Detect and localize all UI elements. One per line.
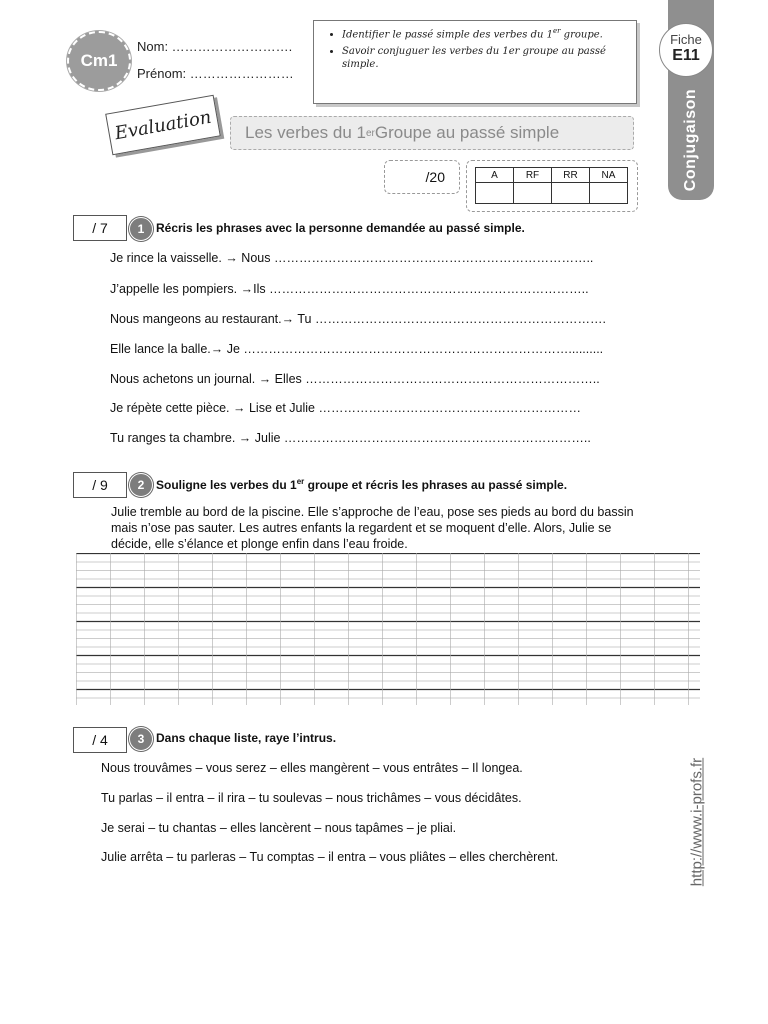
objectives-list	[314, 25, 636, 71]
exercise1-sentence: Tu ranges ta chambre. → Julie ………………………………………………………………..	[110, 431, 591, 445]
objective-item: • Identifier le passé simple des verbes du 1er groupe.	[342, 25, 626, 41]
exercise1-score: / 7	[73, 215, 127, 241]
exercise3-list: Nous trouvâmes – vous serez – elles mangèrent – vous entrâtes – Il longea.	[101, 761, 523, 775]
level-label: Cm1	[80, 51, 118, 70]
exercise1-sentence: Nous achetons un journal. → Elles ……………………………………………………………..	[110, 372, 600, 386]
grade-cell	[476, 183, 514, 204]
grade-header: RR	[552, 168, 590, 183]
evaluation-card	[105, 95, 221, 155]
subject-label: Conjugaison	[682, 88, 699, 192]
exercise1-sentence: J’appelle les pompiers. →Ils …………………………………………………………………..	[110, 282, 589, 296]
total-score: /20	[425, 169, 445, 185]
exercise1-instruction: Récris les phrases avec la personne demandée au passé simple.	[156, 221, 525, 235]
website-link[interactable]: http://www.i-profs.fr	[688, 757, 706, 887]
exercise3-score: / 4	[73, 727, 127, 753]
exercise1-sentence: Je rince la vaisselle. → Nous …………………………………………………………………..	[110, 251, 594, 265]
objective-item: • Savoir conjuguer les verbes du 1er groupe au passé simple.	[342, 45, 626, 71]
grade-cell	[590, 183, 628, 204]
exercise1-sentence: Je répète cette pièce. → Lise et Julie ………………………………………………………	[110, 401, 581, 415]
exercise3-list: Je serai – tu chantas – elles lancèrent – nous tapâmes – je pliai.	[101, 821, 457, 835]
level-badge	[67, 31, 131, 91]
exercise2-instruction: Souligne les verbes du 1er groupe et récris les phrases au passé simple.	[156, 477, 568, 492]
fiche-badge	[659, 23, 713, 77]
exercise2-text: Julie tremble au bord de la piscine. Elle s’approche de l’eau, pose ses pieds au bord du bassin mais n’ose pas sauter. Les autres enfants la regardent et se moquent d’elle. Alors, Julie se décide, elle s’élance et plonge enfin dans l’eau froide.	[111, 505, 634, 551]
grade-header: NA	[590, 168, 628, 183]
fiche-code: E11	[672, 47, 700, 64]
exercise2-number: 2	[129, 473, 153, 497]
grade-header: RF	[514, 168, 552, 183]
page-title: Les verbes du 1 er Groupe au passé simple	[230, 116, 634, 150]
writing-grid-lines	[76, 553, 700, 705]
writing-grid[interactable]	[76, 553, 700, 705]
exercise1-sentence: Elle lance la balle.→ Je ……………………………………………………………………..........	[110, 342, 604, 356]
grading-table	[475, 167, 628, 204]
exercise2-score: / 9	[73, 472, 127, 498]
exercise1-sentence: Nous mangeons au restaurant.→ Tu …………………………………………………………….	[110, 312, 606, 326]
grade-header: A	[476, 168, 514, 183]
exercise3-number: 3	[129, 727, 153, 751]
exercise1-number: 1	[129, 217, 153, 241]
grading-box	[466, 160, 638, 212]
exercise3-list: Tu parlas – il entra – il rira – tu soulevas – nous trichâmes – vous décidâtes.	[101, 791, 522, 805]
fiche-label: Fiche	[670, 32, 702, 47]
evaluation-label: Evaluation	[113, 106, 213, 144]
exercise3-list: Julie arrêta – tu parleras – Tu comptas – il entra – vous pliâtes – elles cherchèrent.	[101, 850, 559, 864]
grade-cell	[514, 183, 552, 204]
exercise3-instruction: Dans chaque liste, raye l’intrus.	[156, 731, 337, 745]
firstname-field: Prénom: ……………………	[137, 66, 294, 81]
objectives-card	[313, 20, 637, 104]
name-field: Nom: ……………………….	[137, 39, 293, 54]
total-score-box	[384, 160, 460, 194]
grade-cell	[552, 183, 590, 204]
